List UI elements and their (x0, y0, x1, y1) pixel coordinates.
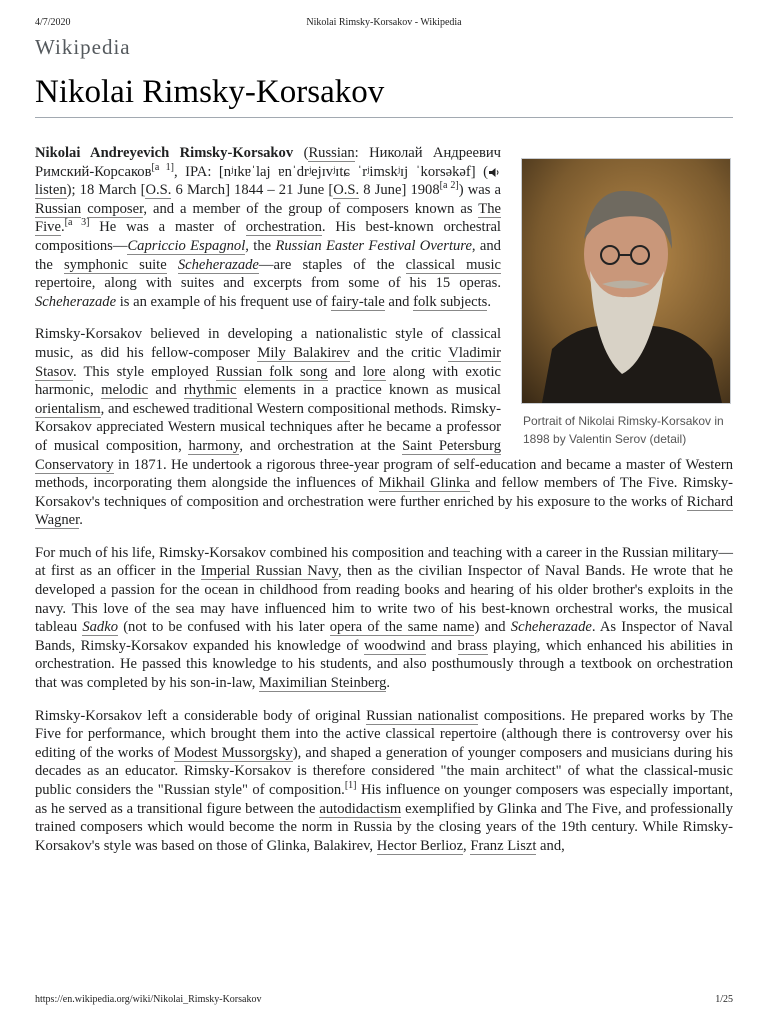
link-balakirev[interactable]: Mily Balakirev (257, 344, 350, 361)
link-liszt[interactable]: Franz Liszt (470, 837, 537, 854)
link-lore[interactable]: lore (362, 363, 386, 380)
ipa-text: [nʲɪkɐˈlaj ɐnˈdrʲejɪvʲɪtɕ ˈrʲimskʲɪj ˈkorsəkəf] (218, 163, 476, 180)
link-scheherazade[interactable]: Scheherazade (177, 256, 259, 273)
link-mussorgsky[interactable]: Modest Mussorgsky (173, 744, 293, 761)
link-wagner[interactable]: Richard Wagner (35, 493, 733, 529)
subject-name: Nikolai Andreyevich Rimsky-Korsakov (35, 145, 294, 161)
link-russian[interactable]: Russian (35, 200, 82, 217)
print-page-number: 1/25 (715, 994, 733, 1005)
link-conservatory[interactable]: Saint Petersburg Conservatory (35, 437, 501, 473)
link-russian-nationalist[interactable]: Russian nationalist (366, 707, 479, 724)
link-classical-music[interactable]: classical music (405, 256, 501, 273)
ipa-label: IPA (185, 163, 208, 180)
link-autodidactism[interactable]: autodidactism (319, 800, 402, 817)
link-berlioz[interactable]: Hector Berlioz (376, 837, 464, 854)
native-name: Николай Андреевич Римский-Корсаков (35, 145, 501, 180)
portrait-image[interactable] (521, 158, 731, 404)
death-date: 21 June (278, 182, 325, 199)
print-url: https://en.wikipedia.org/wiki/Nikolai_Rimsky-Korsakov (35, 994, 262, 1005)
print-date: 4/7/2020 (35, 17, 71, 28)
speaker-icon[interactable] (488, 167, 501, 178)
link-woodwind[interactable]: woodwind (363, 637, 426, 654)
birth-date-os: 6 March (175, 182, 226, 199)
link-glinka[interactable]: Mikhail Glinka (378, 475, 470, 492)
birth-date: 18 March (79, 182, 137, 199)
link-rhythmic[interactable]: rhythmic (183, 382, 237, 399)
footnote-a1[interactable]: [a 1] (151, 161, 174, 173)
listen-link[interactable]: listen (35, 182, 67, 199)
link-folk-subjects[interactable]: folk subjects (413, 293, 488, 310)
footnote-1[interactable]: [1] (344, 780, 357, 792)
link-stasov[interactable]: Vladimir Stasov (35, 344, 501, 380)
paragraph-2: Rimsky-Korsakov believed in developing a nationalistic style of classical music, as did his fellow-composer Mily Balakirev and the critic Vladimir Stasov. This style employed Russian folk song and lore along with exotic harmonic, melodic and rhythmic elements in a practice known as musical orientalism, and eschewed traditional Western compositional methods. Rimsky-Korsakov appreciated Western musical techniques after he became a professor of musical composition, harmony, and orchestration at the Saint Petersburg Conservatory in 1871. He undertook a rigorous three-year program of self-education and became a master of Western methods, incorporating them alongside the influences of Mikhail Glinka and fellow members of The Five. Rimsky-Korsakov's techniques of composition and orchestration were further enriched by his exposure to the works of Richard Wagner. (35, 326, 733, 529)
infobox-caption: Portrait of Nikolai Rimsky-Korsakov in 1898 by Valentin Serov (detail) (523, 414, 724, 446)
link-imperial-navy[interactable]: Imperial Russian Navy (200, 563, 338, 580)
link-os-1[interactable]: O.S. (145, 182, 172, 199)
paragraph-4: Rimsky-Korsakov left a considerable body of original Russian nationalist compositions. He prepared works by The Five for performance, which brought them into the active classical repertoire (although there is controversy over his editing of the works of Modest Mussorgsky), and shaped a generation of younger composers and musicians during his decades as an educator. Rimsky-Korsakov is therefore considered "the main architect" of what the classical-music public considers the "Russian style" of composition.[1] His influence on younger composers was especially important, as he served as a transitional figure between the autodidactism exemplified by Glinka and The Five, and professionally trained composers which would become the norm in Russia by the closing years of the 19th century. While Rimsky-Korsakov's style was based on those of Glinka, Balakirev, Hector Berlioz, Franz Liszt and, (35, 707, 733, 854)
link-composer[interactable]: composer (87, 200, 144, 217)
death-date-os: 8 June (363, 182, 402, 199)
paragraph-3: For much of his life, Rimsky-Korsakov combined his composition and teaching with a career in the Russian military—at first as an officer in the Imperial Russian Navy, then as the civilian Inspector of Naval Bands. He wrote that he developed a passion for the ocean in childhood from reading books and hearing of his older brother's exploits in the navy. This love of the sea may have influenced him to write two of his best-known orchestral works, the musical tableau Sadko (not to be confused with his later opera of the same name) and Scheherazade. As Inspector of Naval Bands, Rimsky-Korsakov expanded his knowledge of woodwind and brass playing, which enhanced his abilities in orchestration. He passed this knowledge to his students, and also posthumously through a textbook on orchestration that was completed by his son-in-law, Maximilian Steinberg. (35, 544, 733, 692)
wikipedia-logo[interactable]: Wikipedia (35, 35, 131, 59)
link-capriccio[interactable]: Capriccio Espagnol (127, 237, 246, 254)
link-steinberg[interactable]: Maximilian Steinberg (259, 675, 387, 692)
title-divider (35, 117, 733, 118)
link-the-five[interactable]: The Five (35, 200, 501, 236)
infobox (521, 158, 733, 448)
link-harmony[interactable]: harmony (188, 437, 240, 454)
footnote-a3[interactable]: [a 3] (64, 217, 90, 229)
page-title: Nikolai Rimsky-Korsakov (35, 74, 385, 110)
birth-year: 1844 (234, 182, 264, 199)
link-melodic[interactable]: melodic (101, 382, 149, 399)
link-russian-language[interactable]: Russian (308, 145, 355, 161)
link-orchestration[interactable]: orchestration (245, 219, 322, 236)
footnote-a2[interactable]: [a 2] (439, 180, 459, 192)
link-os-2[interactable]: O.S. (333, 182, 360, 199)
link-brass[interactable]: brass (457, 637, 488, 654)
print-page-title: Nikolai Rimsky-Korsakov - Wikipedia (306, 17, 462, 28)
work-easter: Russian Easter Festival Overture (275, 237, 472, 254)
link-russian-folk-song[interactable]: Russian folk song (215, 363, 328, 380)
link-orientalism[interactable]: orientalism (35, 400, 101, 417)
article-body (35, 144, 733, 869)
link-fairy-tale[interactable]: fairy-tale (331, 293, 385, 310)
work-scheherazade-2: Scheherazade (510, 619, 592, 636)
link-sadko[interactable]: Sadko (82, 619, 118, 636)
work-scheherazade: Scheherazade (35, 293, 117, 310)
lead-paragraph: Nikolai Andreyevich Rimsky-Korsakov (Russian: Николай Андреевич Римский-Корсаков[a 1], IPA: [nʲɪkɐˈlaj ɐnˈdrʲejɪvʲɪtɕ ˈrʲimskʲɪj ˈkorsəkəf] (listen); 18 March [O.S. 6 March] 1844 – 21 June [O.S. 8 June] 1908[a 2]) was a Russian composer, and a member of the group of composers known as The Five.[a 3] He was a master of orchestration. His best-known orchestral compositions—Capriccio Espagnol, the Russian Easter Festival Overture, and the symphonic suite Scheherazade—are staples of the classical music repertoire, along with suites and excerpts from some of his 15 operas. Scheherazade is an example of his frequent use of fairy-tale and folk subjects. (35, 145, 501, 310)
link-symphonic-suite[interactable]: symphonic suite (63, 256, 167, 273)
work-capriccio (127, 238, 245, 255)
link-opera-same-name[interactable]: opera of the same name (329, 619, 475, 636)
death-year: 1908 (410, 182, 440, 199)
